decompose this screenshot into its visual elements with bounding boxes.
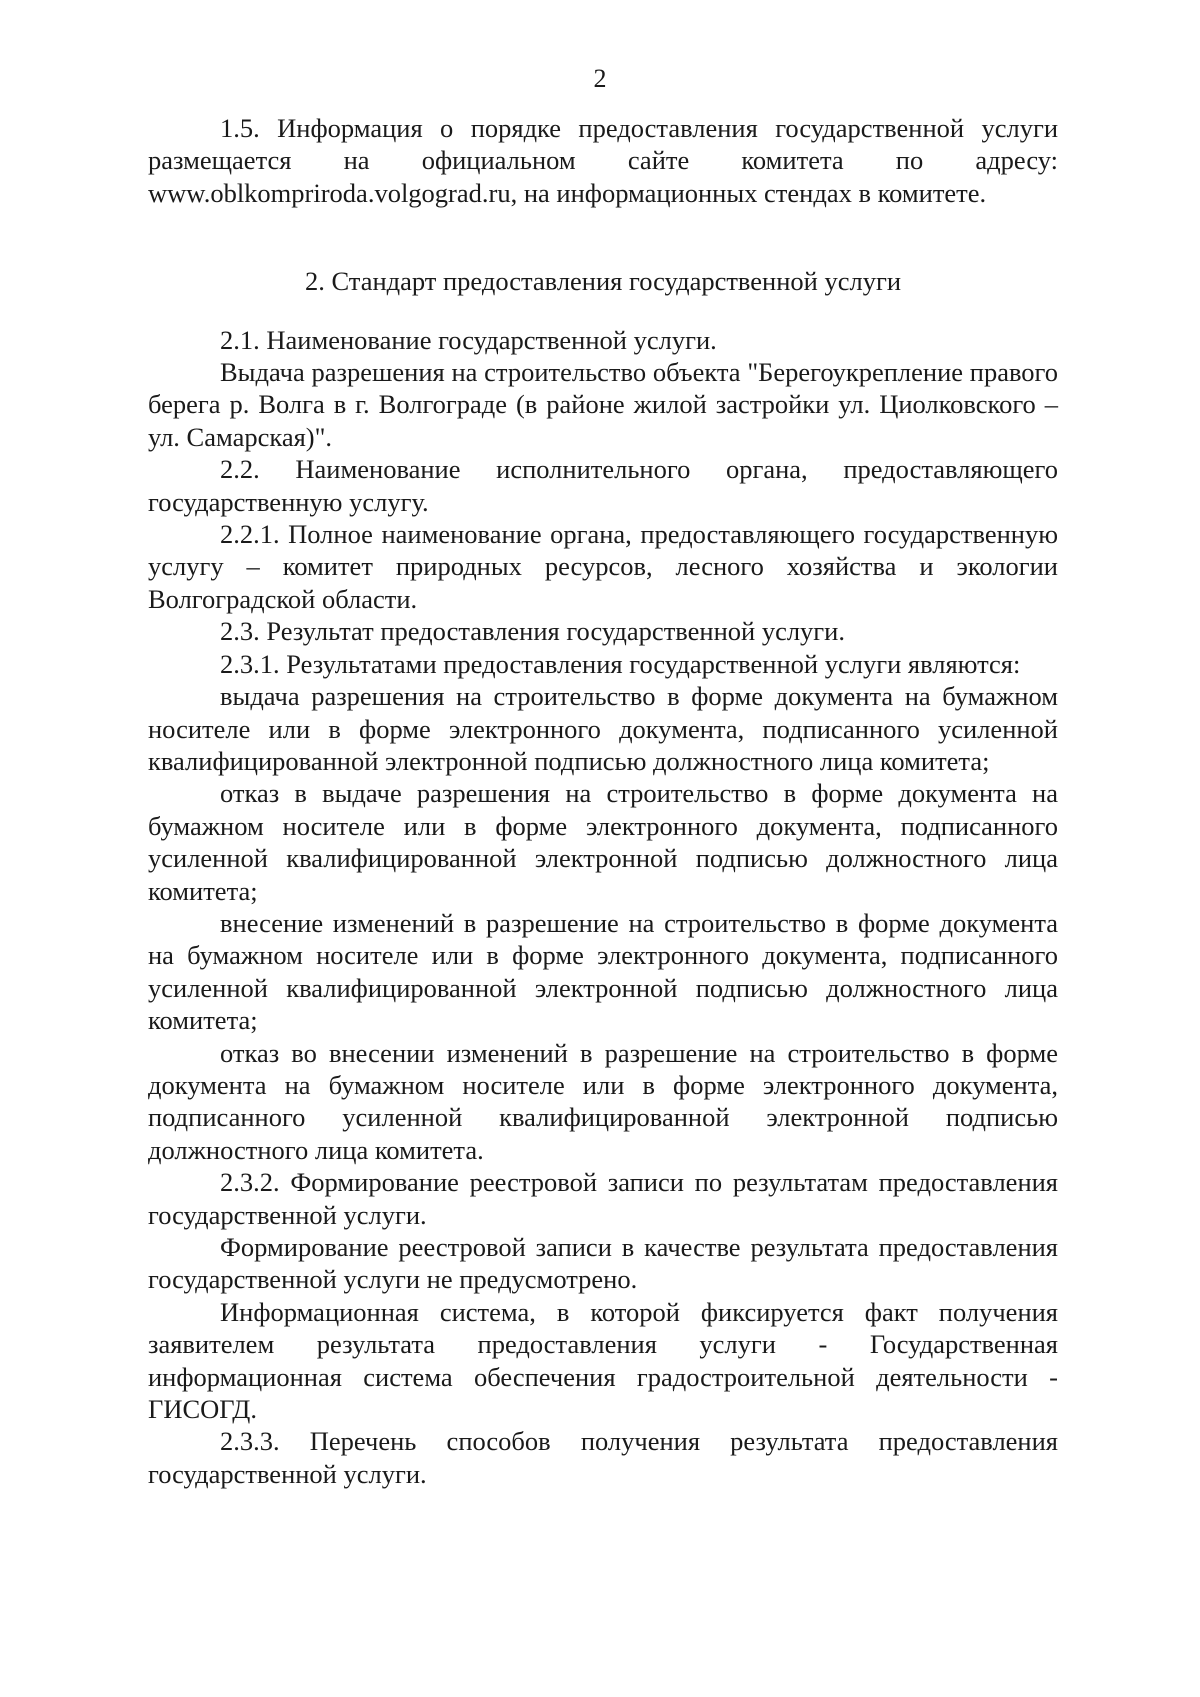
paragraph-2-3: 2.3. Результат предоставления государственной услуги. — [220, 616, 845, 647]
document-body — [148, 112, 1058, 1490]
paragraph-2-3-1: 2.3.1. Результатами предоставления государственной услуги являются: — [220, 648, 1021, 679]
paragraph-result-changes-refusal: отказ во внесении изменений в разрешение на строительство в форме документа на бумажном носителе или в форме электронного документа, подписанного усиленной квалифицированной электронной подписью должностного лица комитета. — [148, 1037, 1058, 1165]
paragraph-info-system: Информационная система, в которой фиксируется факт получения заявителем результата предоставления услуги - Государственная информационная система обеспечения градостроительной деятельности - ГИСОГД. — [148, 1296, 1058, 1425]
paragraph-2-2: 2.2. Наименование исполнительного органа, предоставляющего государственную услугу. — [148, 454, 1058, 517]
paragraph-registry-record: Формирование реестровой записи в качестве результата предоставления государственной услуги не предусмотрено. — [148, 1232, 1058, 1295]
paragraph-2-3-2: 2.3.2. Формирование реестровой записи по результатам предоставления государственной услуги. — [148, 1167, 1058, 1230]
section-heading: 2. Стандарт предоставления государственной услуги — [304, 266, 902, 297]
page-number: 2 — [593, 64, 607, 93]
paragraph-2-3-3: 2.3.3. Перечень способов получения результата предоставления государственной услуги. — [148, 1426, 1058, 1489]
paragraph-result-issue: выдача разрешения на строительство в форме документа на бумажном носителе или в форме электронного документа, подписанного усиленной квалифицированной электронной подписью должностного лица комитета; — [148, 681, 1058, 776]
paragraph-2-1: 2.1. Наименование государственной услуги. — [220, 324, 717, 355]
paragraph-service-name: Выдача разрешения на строительство объекта "Берегоукрепление правого берега р. Волга в г. Волгограде (в районе жилой застройки ул. Циолковского – ул. Самарская)". — [148, 357, 1058, 452]
paragraph-2-2-1: 2.2.1. Полное наименование органа, предоставляющего государственную услугу – комитет природных ресурсов, лесного хозяйства и экологии Волгоградской области. — [148, 519, 1058, 614]
paragraph-result-changes: внесение изменений в разрешение на строительство в форме документа на бумажном носителе или в форме электронного документа, подписанного усиленной квалифицированной электронной подписью должностного лица комитета; — [148, 907, 1058, 1036]
paragraph-1-5: 1.5. Информация о порядке предоставления государственной услуги размещается на официальном сайте комитета по адресу: www.oblkompriroda.volgograd.ru, на информационных стендах в комитете. — [148, 113, 1058, 208]
paragraph-result-refusal: отказ в выдаче разрешения на строительство в форме документа на бумажном носителе или в форме электронного документа, подписанного усиленной квалифицированной электронной подписью должностного лица комитета; — [148, 778, 1058, 906]
